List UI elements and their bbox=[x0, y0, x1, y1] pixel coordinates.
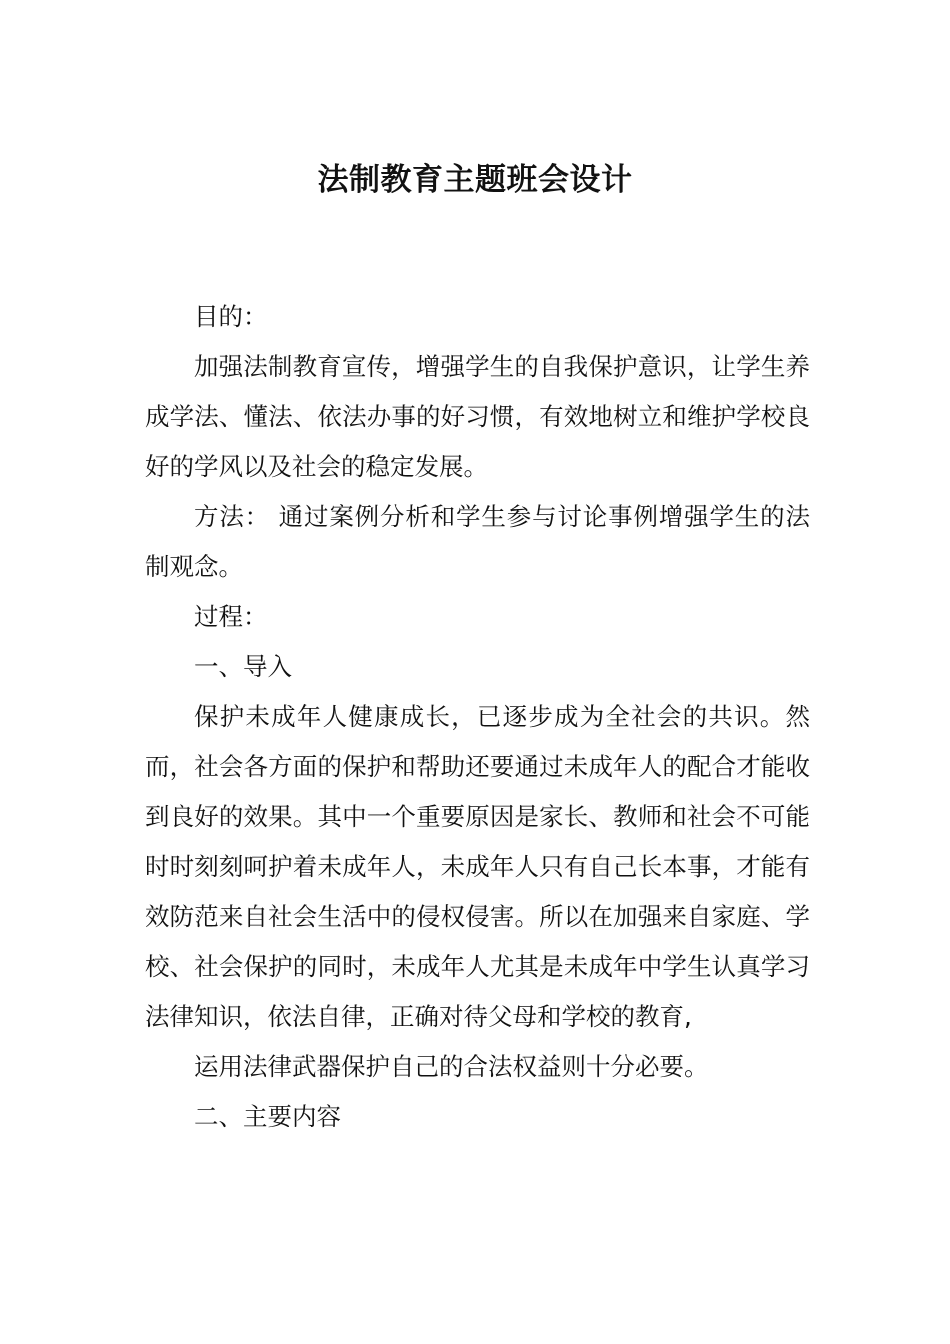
document-body bbox=[145, 292, 810, 1142]
paragraph-purpose-text: 加强法制教育宣传，增强学生的自我保护意识，让学生养成学法、懂法、依法办事的好习惯，有效地树立和维护学校良好的学风以及社会的稳定发展。 bbox=[145, 352, 810, 481]
paragraph-method: 方法： 通过案例分析和学生参与讨论事例增强学生的法制观念。 bbox=[145, 502, 810, 581]
paragraph-purpose-heading: 目的： bbox=[194, 302, 268, 331]
paragraph-introduction-text: 保护未成年人健康成长，已逐步成为全社会的共识。然而，社会各方面的保护和帮助还要通过未成年人的配合才能收到良好的效果。其中一个重要原因是家长、教师和社会不可能时时刻刻呵护着未成年人，未成年人只有自己长本事，才能有效防范来自社会生活中的侵权侵害。所以在加强来自家庭、学校、社会保护的同时，未成年人尤其是未成年中学生认真学习法律知识，依法自律，正确对待父母和学校的教育, bbox=[145, 702, 810, 1031]
paragraph-process-heading: 过程： bbox=[194, 602, 268, 631]
paragraph-introduction-conclusion: 运用法律武器保护自己的合法权益则十分必要。 bbox=[194, 1052, 709, 1081]
section-heading-main-content: 二、主要内容 bbox=[194, 1102, 341, 1131]
section-heading-introduction: 一、导入 bbox=[194, 652, 292, 681]
document-title: 法制教育主题班会设计 bbox=[317, 162, 633, 198]
